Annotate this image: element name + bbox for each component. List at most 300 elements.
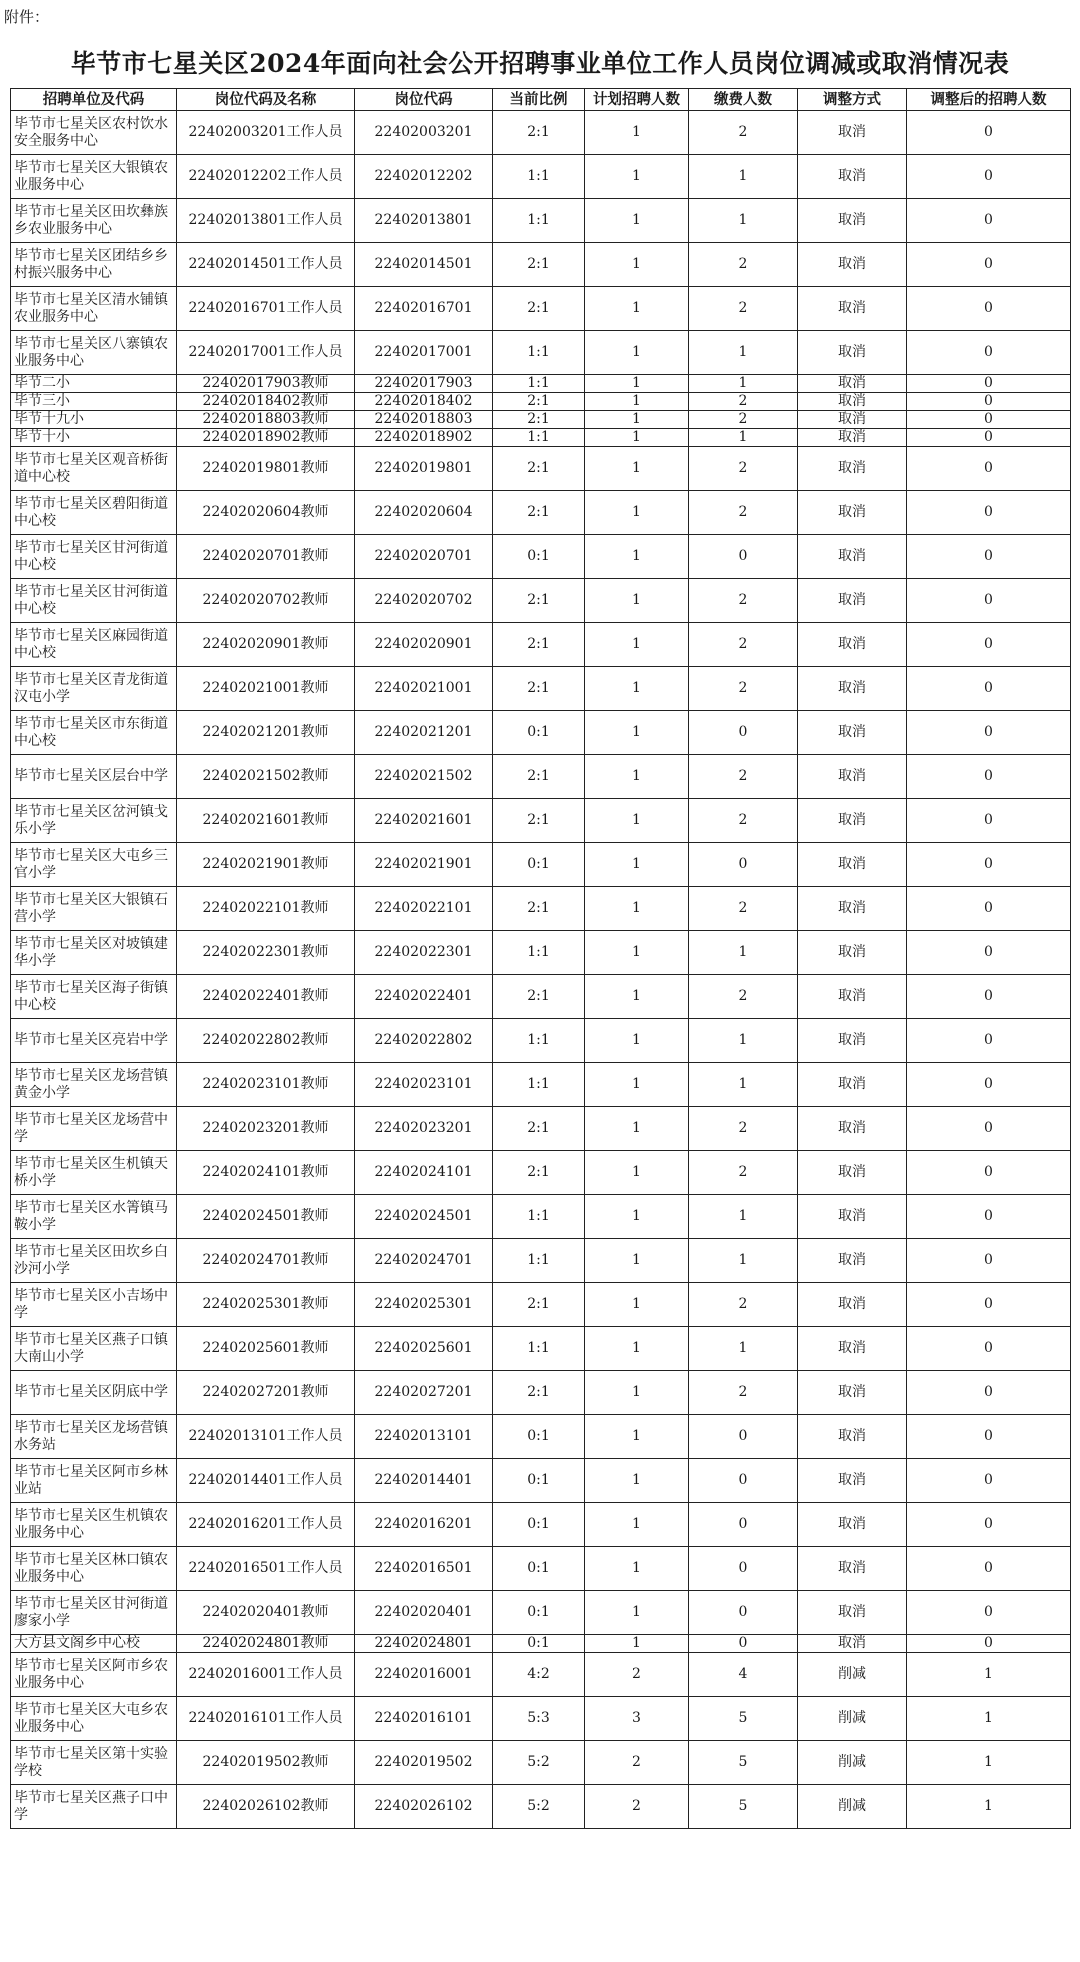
- table-row: [11, 1697, 1071, 1741]
- cell-paid: 2: [689, 287, 798, 331]
- cell-unit: 毕节市七星关区亮岩中学: [11, 1019, 177, 1063]
- table-row: [11, 331, 1071, 375]
- table-row: [11, 1741, 1071, 1785]
- cell-method: 取消: [798, 623, 907, 667]
- cell-unit: 毕节市七星关区燕子口镇大南山小学: [11, 1327, 177, 1371]
- cell-plan: 1: [585, 843, 689, 887]
- cell-unit: 毕节市七星关区龙场营镇黄金小学: [11, 1063, 177, 1107]
- cell-unit: 毕节市七星关区市东街道中心校: [11, 711, 177, 755]
- cell-unit: 毕节市七星关区大屯乡三官小学: [11, 843, 177, 887]
- cell-after: 0: [907, 1415, 1071, 1459]
- cell-paid: 1: [689, 1327, 798, 1371]
- col-header-unit: 招聘单位及代码: [11, 89, 177, 111]
- cell-code: 22402022301: [355, 931, 493, 975]
- cell-plan: 1: [585, 579, 689, 623]
- cell-post: 22402018402教师: [177, 393, 355, 411]
- table-row: [11, 931, 1071, 975]
- cell-paid: 2: [689, 623, 798, 667]
- cell-post: 22402016001工作人员: [177, 1653, 355, 1697]
- cell-post: 22402020702教师: [177, 579, 355, 623]
- cell-plan: 1: [585, 1547, 689, 1591]
- cell-paid: 2: [689, 887, 798, 931]
- cell-ratio: 0:1: [493, 711, 585, 755]
- cell-paid: 2: [689, 491, 798, 535]
- cell-code: 22402016501: [355, 1547, 493, 1591]
- cell-paid: 5: [689, 1741, 798, 1785]
- cell-paid: 0: [689, 843, 798, 887]
- cell-ratio: 0:1: [493, 843, 585, 887]
- cell-method: 取消: [798, 1107, 907, 1151]
- cell-after: 0: [907, 331, 1071, 375]
- cell-ratio: 4:2: [493, 1653, 585, 1697]
- cell-paid: 5: [689, 1697, 798, 1741]
- cell-post: 22402016501工作人员: [177, 1547, 355, 1591]
- cell-unit: 毕节二小: [11, 375, 177, 393]
- cell-paid: 2: [689, 393, 798, 411]
- cell-post: 22402024501教师: [177, 1195, 355, 1239]
- table-row: [11, 429, 1071, 447]
- cell-ratio: 1:1: [493, 155, 585, 199]
- cell-code: 22402024501: [355, 1195, 493, 1239]
- cell-code: 22402024701: [355, 1239, 493, 1283]
- cell-code: 22402026102: [355, 1785, 493, 1829]
- cell-after: 0: [907, 931, 1071, 975]
- cell-paid: 2: [689, 447, 798, 491]
- cell-plan: 1: [585, 429, 689, 447]
- cell-after: 0: [907, 375, 1071, 393]
- cell-after: 0: [907, 111, 1071, 155]
- cell-code: 22402019801: [355, 447, 493, 491]
- cell-unit: 毕节市七星关区清水铺镇农业服务中心: [11, 287, 177, 331]
- cell-code: 22402012202: [355, 155, 493, 199]
- cell-method: 取消: [798, 429, 907, 447]
- cell-paid: 0: [689, 1459, 798, 1503]
- cell-ratio: 2:1: [493, 1107, 585, 1151]
- attachment-label: 附件：: [4, 8, 50, 26]
- table-row: [11, 111, 1071, 155]
- cell-unit: 毕节市七星关区阴底中学: [11, 1371, 177, 1415]
- cell-paid: 2: [689, 1151, 798, 1195]
- cell-paid: 1: [689, 1019, 798, 1063]
- cell-paid: 1: [689, 931, 798, 975]
- cell-post: 22402025601教师: [177, 1327, 355, 1371]
- cell-paid: 0: [689, 1635, 798, 1653]
- cell-unit: 毕节市七星关区麻园街道中心校: [11, 623, 177, 667]
- cell-after: 0: [907, 1019, 1071, 1063]
- cell-method: 取消: [798, 1459, 907, 1503]
- table-row: [11, 1151, 1071, 1195]
- cell-plan: 1: [585, 331, 689, 375]
- cell-ratio: 1:1: [493, 199, 585, 243]
- cell-after: 1: [907, 1653, 1071, 1697]
- cell-paid: 1: [689, 1239, 798, 1283]
- cell-ratio: 1:1: [493, 1195, 585, 1239]
- cell-ratio: 1:1: [493, 1019, 585, 1063]
- cell-plan: 1: [585, 491, 689, 535]
- cell-ratio: 2:1: [493, 411, 585, 429]
- cell-post: 22402014501工作人员: [177, 243, 355, 287]
- cell-plan: 1: [585, 375, 689, 393]
- cell-plan: 1: [585, 393, 689, 411]
- cell-after: 0: [907, 623, 1071, 667]
- cell-method: 取消: [798, 1327, 907, 1371]
- col-header-paid: 缴费人数: [689, 89, 798, 111]
- cell-ratio: 2:1: [493, 975, 585, 1019]
- cell-unit: 毕节市七星关区林口镇农业服务中心: [11, 1547, 177, 1591]
- cell-plan: 1: [585, 975, 689, 1019]
- cell-unit: 毕节市七星关区小吉场中学: [11, 1283, 177, 1327]
- cell-after: 0: [907, 1195, 1071, 1239]
- cell-after: 0: [907, 535, 1071, 579]
- cell-post: 22402021901教师: [177, 843, 355, 887]
- cell-ratio: 0:1: [493, 1635, 585, 1653]
- adjustment-table: [10, 88, 1071, 1829]
- cell-method: 取消: [798, 755, 907, 799]
- cell-ratio: 2:1: [493, 111, 585, 155]
- cell-ratio: 2:1: [493, 1371, 585, 1415]
- cell-post: 22402022101教师: [177, 887, 355, 931]
- cell-unit: 毕节市七星关区团结乡乡村振兴服务中心: [11, 243, 177, 287]
- table-row: [11, 411, 1071, 429]
- cell-plan: 1: [585, 1195, 689, 1239]
- table-row: [11, 1415, 1071, 1459]
- cell-method: 取消: [798, 667, 907, 711]
- cell-paid: 0: [689, 1547, 798, 1591]
- cell-post: 22402023201教师: [177, 1107, 355, 1151]
- cell-after: 0: [907, 799, 1071, 843]
- table-row: [11, 1653, 1071, 1697]
- cell-post: 22402021001教师: [177, 667, 355, 711]
- cell-after: 0: [907, 199, 1071, 243]
- cell-paid: 1: [689, 375, 798, 393]
- cell-post: 22402017001工作人员: [177, 331, 355, 375]
- cell-after: 0: [907, 755, 1071, 799]
- cell-plan: 1: [585, 623, 689, 667]
- cell-method: 取消: [798, 1195, 907, 1239]
- cell-after: 0: [907, 1591, 1071, 1635]
- cell-ratio: 1:1: [493, 331, 585, 375]
- cell-after: 0: [907, 843, 1071, 887]
- cell-plan: 1: [585, 1239, 689, 1283]
- cell-plan: 1: [585, 931, 689, 975]
- cell-code: 22402020604: [355, 491, 493, 535]
- cell-plan: 1: [585, 711, 689, 755]
- cell-post: 22402019801教师: [177, 447, 355, 491]
- cell-code: 22402018803: [355, 411, 493, 429]
- cell-unit: 毕节市七星关区田坎彝族乡农业服务中心: [11, 199, 177, 243]
- cell-post: 22402003201工作人员: [177, 111, 355, 155]
- cell-ratio: 0:1: [493, 1547, 585, 1591]
- cell-after: 0: [907, 1239, 1071, 1283]
- cell-method: 取消: [798, 1063, 907, 1107]
- cell-after: 0: [907, 447, 1071, 491]
- cell-plan: 1: [585, 1503, 689, 1547]
- cell-after: 0: [907, 975, 1071, 1019]
- table-row: [11, 1635, 1071, 1653]
- cell-code: 22402022401: [355, 975, 493, 1019]
- cell-plan: 2: [585, 1785, 689, 1829]
- cell-method: 取消: [798, 1415, 907, 1459]
- cell-method: 取消: [798, 1503, 907, 1547]
- cell-ratio: 1:1: [493, 931, 585, 975]
- cell-post: 22402016101工作人员: [177, 1697, 355, 1741]
- cell-code: 22402016201: [355, 1503, 493, 1547]
- cell-code: 22402020701: [355, 535, 493, 579]
- cell-after: 0: [907, 1371, 1071, 1415]
- cell-plan: 1: [585, 1107, 689, 1151]
- cell-method: 取消: [798, 447, 907, 491]
- cell-paid: 1: [689, 1195, 798, 1239]
- cell-post: 22402023101教师: [177, 1063, 355, 1107]
- cell-plan: 1: [585, 755, 689, 799]
- cell-unit: 毕节市七星关区岔河镇戈乐小学: [11, 799, 177, 843]
- cell-unit: 毕节市七星关区层台中学: [11, 755, 177, 799]
- cell-plan: 1: [585, 1063, 689, 1107]
- cell-after: 0: [907, 411, 1071, 429]
- cell-paid: 1: [689, 331, 798, 375]
- cell-paid: 2: [689, 243, 798, 287]
- cell-ratio: 1:1: [493, 1239, 585, 1283]
- cell-ratio: 1:1: [493, 375, 585, 393]
- cell-method: 取消: [798, 1283, 907, 1327]
- table-row: [11, 1283, 1071, 1327]
- cell-post: 22402027201教师: [177, 1371, 355, 1415]
- cell-paid: 0: [689, 1415, 798, 1459]
- cell-unit: 毕节市七星关区观音桥街道中心校: [11, 447, 177, 491]
- cell-plan: 1: [585, 111, 689, 155]
- cell-post: 22402022401教师: [177, 975, 355, 1019]
- cell-method: 取消: [798, 331, 907, 375]
- cell-code: 22402024101: [355, 1151, 493, 1195]
- cell-method: 取消: [798, 975, 907, 1019]
- cell-code: 22402003201: [355, 111, 493, 155]
- cell-code: 22402021001: [355, 667, 493, 711]
- col-header-ratio: 当前比例: [493, 89, 585, 111]
- cell-plan: 1: [585, 411, 689, 429]
- cell-ratio: 2:1: [493, 1283, 585, 1327]
- col-header-post: 岗位代码及名称: [177, 89, 355, 111]
- cell-paid: 1: [689, 1063, 798, 1107]
- table-row: [11, 975, 1071, 1019]
- cell-unit: 毕节十小: [11, 429, 177, 447]
- cell-post: 22402014401工作人员: [177, 1459, 355, 1503]
- cell-code: 22402016701: [355, 287, 493, 331]
- cell-unit: 毕节市七星关区甘河街道中心校: [11, 535, 177, 579]
- cell-code: 22402018402: [355, 393, 493, 411]
- cell-post: 22402012202工作人员: [177, 155, 355, 199]
- table-row: [11, 623, 1071, 667]
- cell-code: 22402016101: [355, 1697, 493, 1741]
- cell-method: 取消: [798, 711, 907, 755]
- cell-ratio: 2:1: [493, 579, 585, 623]
- table-row: [11, 1371, 1071, 1415]
- cell-method: 削减: [798, 1697, 907, 1741]
- cell-method: 取消: [798, 535, 907, 579]
- cell-plan: 1: [585, 287, 689, 331]
- cell-unit: 毕节市七星关区田坎乡白沙河小学: [11, 1239, 177, 1283]
- table-row: [11, 1107, 1071, 1151]
- cell-after: 0: [907, 1327, 1071, 1371]
- cell-post: 22402024101教师: [177, 1151, 355, 1195]
- cell-ratio: 2:1: [493, 755, 585, 799]
- cell-paid: 2: [689, 667, 798, 711]
- cell-code: 22402021502: [355, 755, 493, 799]
- cell-after: 0: [907, 1063, 1071, 1107]
- cell-unit: 毕节市七星关区大屯乡农业服务中心: [11, 1697, 177, 1741]
- cell-unit: 毕节市七星关区甘河街道中心校: [11, 579, 177, 623]
- cell-code: 22402018902: [355, 429, 493, 447]
- cell-ratio: 2:1: [493, 393, 585, 411]
- cell-post: 22402020401教师: [177, 1591, 355, 1635]
- cell-unit: 毕节市七星关区碧阳街道中心校: [11, 491, 177, 535]
- cell-after: 0: [907, 429, 1071, 447]
- cell-plan: 1: [585, 1019, 689, 1063]
- cell-paid: 0: [689, 535, 798, 579]
- cell-plan: 1: [585, 1371, 689, 1415]
- cell-ratio: 2:1: [493, 287, 585, 331]
- table-row: [11, 755, 1071, 799]
- cell-post: 22402021601教师: [177, 799, 355, 843]
- cell-paid: 2: [689, 1371, 798, 1415]
- cell-method: 取消: [798, 887, 907, 931]
- cell-paid: 5: [689, 1785, 798, 1829]
- table-row: [11, 1063, 1071, 1107]
- cell-after: 0: [907, 243, 1071, 287]
- cell-code: 22402021201: [355, 711, 493, 755]
- cell-code: 22402020401: [355, 1591, 493, 1635]
- cell-code: 22402017903: [355, 375, 493, 393]
- table-row: [11, 155, 1071, 199]
- cell-after: 1: [907, 1741, 1071, 1785]
- cell-plan: 1: [585, 447, 689, 491]
- cell-code: 22402025301: [355, 1283, 493, 1327]
- cell-method: 取消: [798, 411, 907, 429]
- cell-post: 22402022802教师: [177, 1019, 355, 1063]
- cell-paid: 2: [689, 755, 798, 799]
- cell-method: 削减: [798, 1653, 907, 1697]
- cell-method: 削减: [798, 1741, 907, 1785]
- cell-unit: 毕节市七星关区大银镇农业服务中心: [11, 155, 177, 199]
- cell-after: 0: [907, 1547, 1071, 1591]
- cell-post: 22402026102教师: [177, 1785, 355, 1829]
- cell-plan: 1: [585, 799, 689, 843]
- cell-method: 取消: [798, 799, 907, 843]
- cell-paid: 2: [689, 411, 798, 429]
- cell-ratio: 5:3: [493, 1697, 585, 1741]
- table-row: [11, 1785, 1071, 1829]
- cell-ratio: 2:1: [493, 447, 585, 491]
- table-row: [11, 1591, 1071, 1635]
- cell-ratio: 0:1: [493, 1459, 585, 1503]
- cell-after: 1: [907, 1785, 1071, 1829]
- table-row: [11, 1459, 1071, 1503]
- cell-ratio: 5:2: [493, 1741, 585, 1785]
- cell-method: 取消: [798, 287, 907, 331]
- cell-ratio: 2:1: [493, 667, 585, 711]
- cell-unit: 毕节市七星关区甘河街道廖家小学: [11, 1591, 177, 1635]
- cell-after: 0: [907, 491, 1071, 535]
- cell-unit: 毕节三小: [11, 393, 177, 411]
- cell-code: 22402022802: [355, 1019, 493, 1063]
- cell-after: 0: [907, 711, 1071, 755]
- cell-after: 0: [907, 1503, 1071, 1547]
- cell-plan: 1: [585, 155, 689, 199]
- cell-code: 22402021601: [355, 799, 493, 843]
- cell-plan: 1: [585, 1459, 689, 1503]
- cell-ratio: 0:1: [493, 1503, 585, 1547]
- cell-post: 22402021502教师: [177, 755, 355, 799]
- cell-unit: 毕节市七星关区生机镇天桥小学: [11, 1151, 177, 1195]
- cell-plan: 1: [585, 199, 689, 243]
- table-row: [11, 1547, 1071, 1591]
- cell-after: 0: [907, 579, 1071, 623]
- cell-code: 22402022101: [355, 887, 493, 931]
- cell-ratio: 2:1: [493, 799, 585, 843]
- cell-plan: 1: [585, 1415, 689, 1459]
- table-body: [11, 111, 1071, 1829]
- cell-after: 0: [907, 155, 1071, 199]
- table-row: [11, 667, 1071, 711]
- cell-unit: 毕节市七星关区燕子口中学: [11, 1785, 177, 1829]
- cell-ratio: 2:1: [493, 887, 585, 931]
- cell-after: 0: [907, 667, 1071, 711]
- cell-ratio: 0:1: [493, 535, 585, 579]
- cell-unit: 毕节市七星关区第十实验学校: [11, 1741, 177, 1785]
- cell-method: 取消: [798, 155, 907, 199]
- cell-after: 0: [907, 887, 1071, 931]
- cell-method: 取消: [798, 393, 907, 411]
- cell-ratio: 1:1: [493, 429, 585, 447]
- cell-method: 取消: [798, 111, 907, 155]
- cell-post: 22402013101工作人员: [177, 1415, 355, 1459]
- cell-paid: 0: [689, 1503, 798, 1547]
- cell-post: 22402016701工作人员: [177, 287, 355, 331]
- cell-after: 0: [907, 1635, 1071, 1653]
- col-header-method: 调整方式: [798, 89, 907, 111]
- cell-code: 22402013101: [355, 1415, 493, 1459]
- cell-post: 22402016201工作人员: [177, 1503, 355, 1547]
- cell-post: 22402018803教师: [177, 411, 355, 429]
- cell-paid: 4: [689, 1653, 798, 1697]
- cell-plan: 1: [585, 1327, 689, 1371]
- table-row: [11, 799, 1071, 843]
- cell-method: 取消: [798, 1019, 907, 1063]
- cell-paid: 2: [689, 1107, 798, 1151]
- cell-unit: 毕节市七星关区生机镇农业服务中心: [11, 1503, 177, 1547]
- table-row: [11, 711, 1071, 755]
- cell-post: 22402025301教师: [177, 1283, 355, 1327]
- cell-post: 22402022301教师: [177, 931, 355, 975]
- cell-code: 22402025601: [355, 1327, 493, 1371]
- cell-paid: 2: [689, 579, 798, 623]
- cell-ratio: 1:1: [493, 1327, 585, 1371]
- table-row: [11, 1503, 1071, 1547]
- cell-code: 22402019502: [355, 1741, 493, 1785]
- col-header-plan: 计划招聘人数: [585, 89, 689, 111]
- cell-ratio: 2:1: [493, 491, 585, 535]
- table-row: [11, 287, 1071, 331]
- cell-ratio: 0:1: [493, 1591, 585, 1635]
- cell-paid: 1: [689, 429, 798, 447]
- cell-unit: 毕节市七星关区农村饮水安全服务中心: [11, 111, 177, 155]
- cell-after: 0: [907, 1107, 1071, 1151]
- table-row: [11, 843, 1071, 887]
- col-header-after: 调整后的招聘人数: [907, 89, 1071, 111]
- table-row: [11, 1239, 1071, 1283]
- cell-unit: 毕节市七星关区阿市乡林业站: [11, 1459, 177, 1503]
- table-row: [11, 1019, 1071, 1063]
- cell-unit: 毕节市七星关区阿市乡农业服务中心: [11, 1653, 177, 1697]
